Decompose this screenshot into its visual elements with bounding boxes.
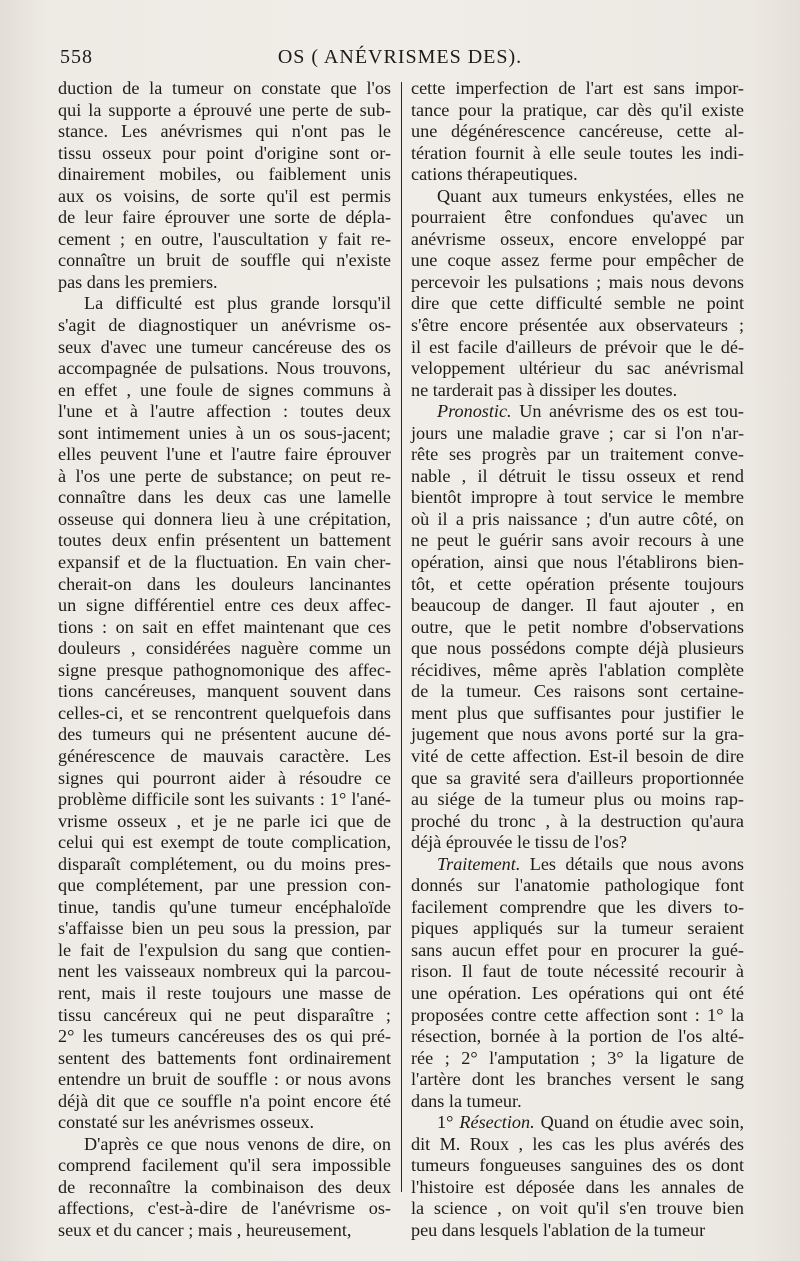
text-line: rent, mais il reste toujours une masse de xyxy=(58,982,391,1003)
text-line: une dégénérescence cancéreuse, cette al- xyxy=(411,121,744,142)
text-line: s'affaisse bien un peu sous la pression, par xyxy=(58,918,391,939)
text-line: toutes deux enfin présentent un battement xyxy=(58,530,391,551)
text-line: seux et du cancer ; mais , heureusement, xyxy=(58,1219,352,1240)
text-line: il est facile d'ailleurs de prévoir que le dé- xyxy=(411,336,744,357)
text-line: stance. Les anévrismes qui n'ont pas le xyxy=(58,121,391,142)
text-line: anévrisme osseux, encore enveloppé par xyxy=(411,228,744,249)
text-line: dinairement mobiles, ou faiblement unis xyxy=(58,164,391,185)
text-line: proché du tronc , à la destruction qu'aura xyxy=(411,810,744,831)
text-line: celles-ci, et se rencontrent quelquefois dans xyxy=(58,702,391,723)
text-line: la science , on voit qu'il s'en trouve bien xyxy=(411,1198,744,1219)
text-line: à l'os une perte de substance; on peut re- xyxy=(58,465,391,486)
text-line: Quant aux tumeurs enkystées, elles ne xyxy=(437,185,744,206)
text-line: de reconnaître la combinaison des deux xyxy=(58,1176,391,1197)
text-line: dans la tumeur. xyxy=(411,1090,522,1111)
text-line: rée ; 2° l'amputation ; 3° la ligature de xyxy=(411,1047,744,1068)
text-line: cations thérapeutiques. xyxy=(411,164,578,185)
page-number: 558 xyxy=(60,46,93,68)
text-line: des tumeurs qui ne présentent aucune dé- xyxy=(58,724,391,745)
text-line: pourraient être confondues qu'avec un xyxy=(411,207,744,228)
text-line: facilement comprendre que les divers to- xyxy=(411,896,744,917)
text-line: affections, c'est-à-dire de l'anévrisme os- xyxy=(58,1198,391,1219)
text-line: tions cancéreuses, manquent souvent dans xyxy=(58,681,391,702)
text-line: cherait-on dans les douleurs lancinantes xyxy=(58,573,391,594)
text-line: D'après ce que nous venons de dire, on xyxy=(84,1133,391,1154)
text-line: donnés sur l'anatomie pathologique font xyxy=(411,875,744,896)
text-line: outre, que le petit nombre d'observations xyxy=(411,616,744,637)
text-line: accompagnée de pulsations. Nous trouvons, xyxy=(58,358,391,379)
text-line: Pronostic. Un anévrisme des os est tou- xyxy=(437,401,744,422)
text-line: récidives, même après l'ablation complète xyxy=(411,659,744,680)
text-line: bientôt impropre à tout service le membre xyxy=(411,487,744,508)
text-line: signe presque pathognomonique des affec- xyxy=(58,659,391,680)
text-line: sentent des battements font ordinairement xyxy=(58,1047,391,1068)
text-line: de leur faire éprouver une sorte de dépla- xyxy=(58,207,391,228)
text-line: peu dans lesquels l'ablation de la tumeur xyxy=(411,1219,706,1240)
text-line: tions : on sait en effet maintenant que ces xyxy=(58,616,391,637)
text-line: rête ses progrès par un traitement conve- xyxy=(411,444,744,465)
text-line: aux os voisins, de sorte qu'il est permis xyxy=(58,185,391,206)
text-line: ne tarderait pas à dissiper les doutes. xyxy=(411,379,678,400)
text-line: tance pour la pratique, car dès qu'il existe xyxy=(411,99,744,120)
text-line: tération fournit à elle seule toutes les indi- xyxy=(411,142,744,163)
text-line: l'histoire est déposée dans les annales de xyxy=(411,1176,744,1197)
text-line: dit M. Roux , les cas les plus avérés des xyxy=(411,1133,744,1154)
text-line: jugement que nous avons porté sur la gra- xyxy=(411,724,744,745)
text-line: une opération. Les opérations qui ont été xyxy=(411,982,744,1003)
text-line: disparaît complétement, ou du moins pres- xyxy=(58,853,391,874)
text-line: que sa gravité sera d'ailleurs proportionnée xyxy=(411,767,744,788)
text-line: tissu osseux pour point d'origine sont or- xyxy=(58,142,391,163)
column-divider xyxy=(401,82,402,1192)
text-line: seux d'avec une tumeur cancéreuse des os xyxy=(58,336,391,357)
text-line: tissu cancéreux qui ne peut disparaître ; xyxy=(58,1004,391,1025)
text-line: l'artère dont les branches versent le sang xyxy=(411,1069,744,1090)
text-line: ment plus que suffisantes pour justifier le xyxy=(411,702,744,723)
text-line: déjà éprouvée le tissu de l'os? xyxy=(411,832,627,853)
text-line: jours une maladie grave ; car si l'on n'ar- xyxy=(411,422,744,443)
text-line: connaître dans les deux cas une lamelle xyxy=(58,487,391,508)
text-line: vité de cette affection. Est-il besoin de dire xyxy=(411,745,744,766)
text-line: l'une et à l'autre affection : toutes deux xyxy=(58,401,391,422)
text-line: opération, ainsi que nous l'établirons bien- xyxy=(411,552,744,573)
right-text-column xyxy=(411,78,744,1242)
text-line: entendre un bruit de souffle : or nous avons xyxy=(58,1069,391,1090)
text-line: un signe différentiel entre ces deux affec- xyxy=(58,595,391,616)
text-line: qui la supporte a éprouvé une perte de sub- xyxy=(58,99,391,120)
text-line: elles peuvent l'une et l'autre faire éprouver xyxy=(58,444,391,465)
text-line: piques appliqués sur la tumeur seraient xyxy=(411,918,744,939)
text-line: tôt, et cette opération présente toujours xyxy=(411,573,744,594)
page-header xyxy=(60,46,740,76)
text-line: 1° Résection. Quand on étudie avec soin, xyxy=(437,1112,744,1133)
text-line: beaucoup de danger. Il faut ajouter , en xyxy=(411,595,744,616)
text-line: problème difficile sont les suivants : 1° l'ané- xyxy=(58,789,391,810)
text-line: celui qui est exempt de toute complication, xyxy=(58,832,391,853)
text-line: vrisme osseux , et je ne parle ici que de xyxy=(58,810,391,831)
text-line: comprend facilement qu'il sera impossible xyxy=(58,1155,391,1176)
text-line: signes qui pourront aider à résoudre ce xyxy=(58,767,391,788)
text-line: tumeurs fongueuses sanguines des os dont xyxy=(411,1155,744,1176)
text-line: pas dans les premiers. xyxy=(58,271,218,292)
text-line: résection, bornée à la portion de l'os alté- xyxy=(411,1026,744,1047)
text-line: La difficulté est plus grande lorsqu'il xyxy=(84,293,391,314)
text-line: au siége de la tumeur plus ou moins rap- xyxy=(411,789,744,810)
text-line: sont intimement unies à un os sous-jacent; xyxy=(58,422,391,443)
text-line: tinue, tandis qu'une tumeur encéphaloïde xyxy=(58,896,391,917)
text-line: osseuse qui donnera lieu à une crépitation, xyxy=(58,508,391,529)
text-line: une coque assez ferme pour empêcher de xyxy=(411,250,744,271)
text-line: dire que cette difficulté semble ne point xyxy=(411,293,744,314)
text-line: 2° les tumeurs cancéreuses des os qui pré- xyxy=(58,1026,391,1047)
text-line: constaté sur les anévrismes osseux. xyxy=(58,1112,315,1133)
text-line: expansif et de la fluctuation. En vain cher- xyxy=(58,552,391,573)
text-line: que nous possédons compte déjà plusieurs xyxy=(411,638,744,659)
text-line: en effet , une foule de signes communs à xyxy=(58,379,391,400)
text-line: nent les vaisseaux nombreux qui la parcou- xyxy=(58,961,391,982)
text-line: s'être encore présentée aux observateurs ; xyxy=(411,315,744,336)
text-line: déjà dit que ce souffle n'a point encore été xyxy=(58,1090,391,1111)
text-line: générescence de mauvais caractère. Les xyxy=(58,745,391,766)
text-line: où il a pris naissance ; d'un autre côté, on xyxy=(411,508,744,529)
text-line: connaître un bruit de souffle qui n'existe xyxy=(58,250,391,271)
text-line: cement ; en outre, l'auscultation y fait re- xyxy=(58,228,391,249)
text-line: proposées contre cette affection sont : 1° la xyxy=(411,1004,744,1025)
running-title: OS ( ANÉVRISMES DES). xyxy=(277,46,523,68)
text-line: Traitement. Les détails que nous avons xyxy=(437,853,744,874)
text-line: veloppement ultérieur du sac anévrismal xyxy=(411,358,744,379)
left-text-column xyxy=(58,78,391,1242)
text-line: ne peut le guérir sans avoir recours à une xyxy=(411,530,744,551)
text-line: douleurs , considérées naguère comme un xyxy=(58,638,391,659)
text-line: cette imperfection de l'art est sans impor- xyxy=(411,78,744,98)
text-line: percevoir les pulsations ; mais nous devons xyxy=(411,271,744,292)
text-line: rison. Il faut de toute nécessité recourir à xyxy=(411,961,744,982)
text-line: sans aucun effet pour en procurer la gué- xyxy=(411,939,744,960)
text-line: s'agit de diagnostiquer un anévrisme os- xyxy=(58,315,391,336)
text-line: de la tumeur. Ces raisons sont certaine- xyxy=(411,681,744,702)
text-line: nable , il détruit le tissu osseux et rend xyxy=(411,465,744,486)
text-line: que complétement, par une pression con- xyxy=(58,875,391,896)
text-line: le fait de l'expulsion du sang que contien- xyxy=(58,939,391,960)
text-line: duction de la tumeur on constate que l'os xyxy=(58,78,391,98)
